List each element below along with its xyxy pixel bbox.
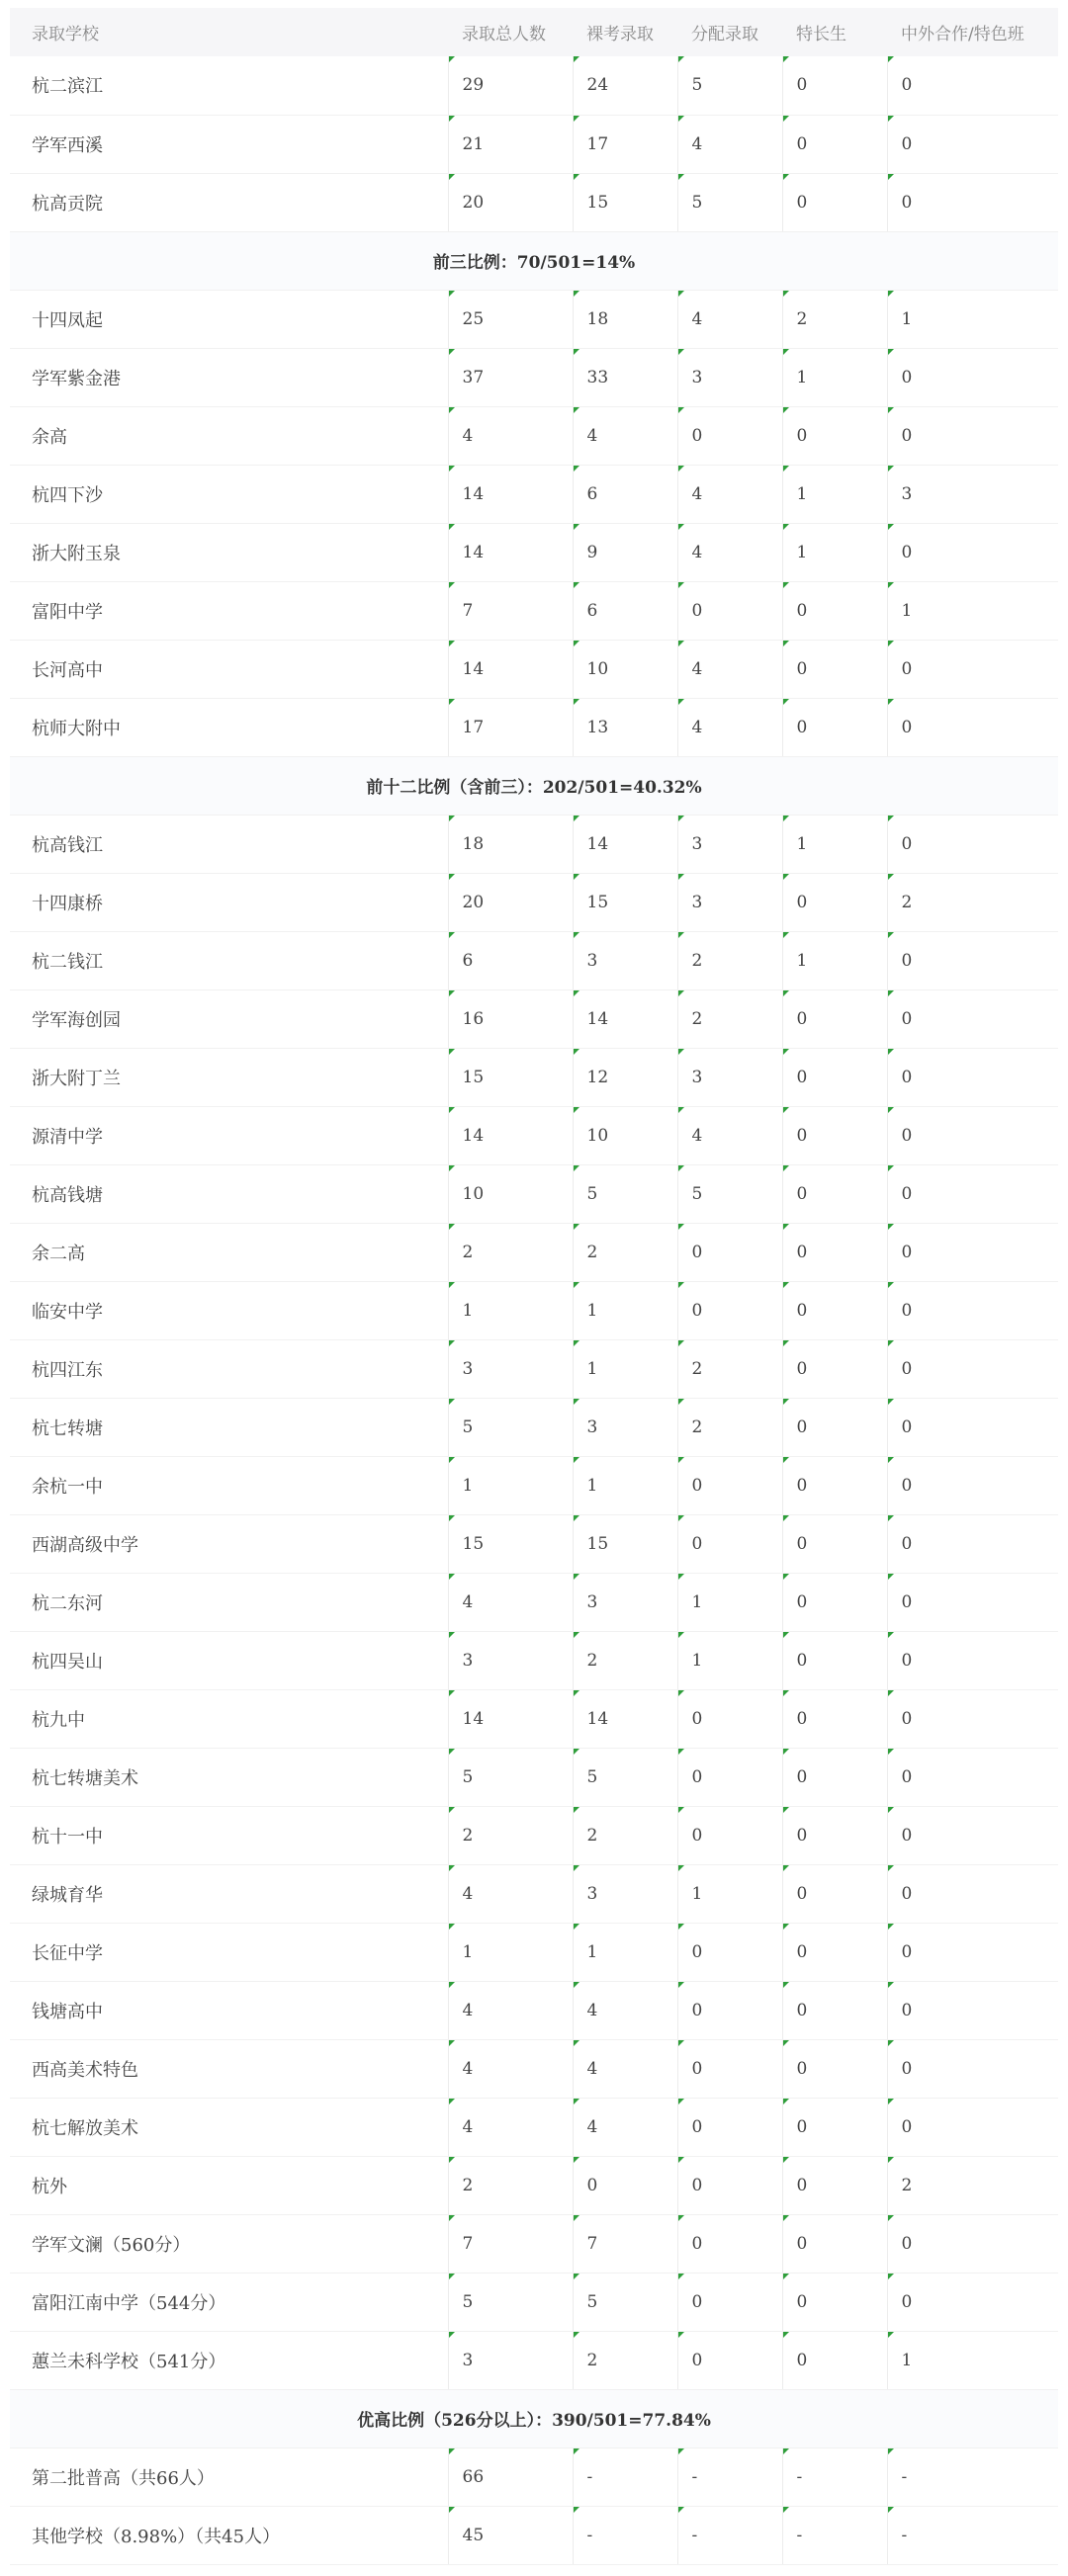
- cell-exam: 5: [573, 2273, 677, 2331]
- cell-allocated: 0: [677, 1281, 782, 1339]
- cell-total: 3: [448, 1631, 573, 1689]
- table-row: [10, 2156, 1058, 2214]
- table-body: [10, 56, 1058, 2564]
- cell-specialty: 0: [782, 1981, 887, 2039]
- cell-specialty: 0: [782, 1281, 887, 1339]
- cell-exam: 12: [573, 1048, 677, 1106]
- cell-allocated: 0: [677, 1689, 782, 1748]
- cell-total: 15: [448, 1048, 573, 1106]
- cell-specialty: 0: [782, 1048, 887, 1106]
- cell-total: 4: [448, 2039, 573, 2098]
- cell-exam: 14: [573, 815, 677, 873]
- cell-total: 4: [448, 1573, 573, 1631]
- cell-total: 1: [448, 1923, 573, 1981]
- cell-exam: 24: [573, 56, 677, 115]
- cell-allocated: 2: [677, 931, 782, 989]
- table-row: [10, 2447, 1058, 2506]
- cell-specialty: 0: [782, 1398, 887, 1456]
- cell-exam: 7: [573, 2214, 677, 2273]
- cell-specialty: 0: [782, 1164, 887, 1223]
- cell-total: 16: [448, 989, 573, 1048]
- cell-exam: 33: [573, 348, 677, 406]
- cell-specialty: 0: [782, 2039, 887, 2098]
- cell-cooperation: 0: [887, 1689, 1058, 1748]
- cell-allocated: 0: [677, 1981, 782, 2039]
- cell-specialty: 2: [782, 290, 887, 348]
- cell-total: 37: [448, 348, 573, 406]
- cell-exam: 15: [573, 873, 677, 931]
- cell-cooperation: 0: [887, 2098, 1058, 2156]
- cell-school: 学军海创园: [10, 989, 448, 1048]
- cell-allocated: 0: [677, 1923, 782, 1981]
- summary-row: [10, 231, 1058, 290]
- cell-specialty: 1: [782, 815, 887, 873]
- cell-exam: 3: [573, 1573, 677, 1631]
- cell-cooperation: 0: [887, 1164, 1058, 1223]
- cell-exam: 10: [573, 640, 677, 698]
- table-row: [10, 1456, 1058, 1514]
- cell-specialty: 0: [782, 2098, 887, 2156]
- cell-specialty: 0: [782, 1339, 887, 1398]
- table-row: [10, 1164, 1058, 1223]
- cell-cooperation: -: [887, 2447, 1058, 2506]
- cell-exam: 1: [573, 1456, 677, 1514]
- table-row: [10, 115, 1058, 173]
- cell-total: 18: [448, 815, 573, 873]
- cell-specialty: 0: [782, 406, 887, 465]
- cell-cooperation: 0: [887, 1923, 1058, 1981]
- cell-cooperation: 0: [887, 2039, 1058, 2098]
- summary-row: [10, 756, 1058, 815]
- cell-cooperation: 0: [887, 1223, 1058, 1281]
- table-row: [10, 290, 1058, 348]
- cell-specialty: 0: [782, 115, 887, 173]
- table-row: [10, 173, 1058, 231]
- cell-school: 杭十一中: [10, 1806, 448, 1864]
- cell-specialty: 0: [782, 873, 887, 931]
- cell-total: 5: [448, 2273, 573, 2331]
- cell-cooperation: 2: [887, 2156, 1058, 2214]
- cell-exam: 5: [573, 1164, 677, 1223]
- cell-exam: 2: [573, 2331, 677, 2389]
- cell-exam: 6: [573, 581, 677, 640]
- cell-total: 1: [448, 1281, 573, 1339]
- header-allocated: 分配录取: [691, 25, 758, 44]
- cell-allocated: 4: [677, 1106, 782, 1164]
- table-row: [10, 406, 1058, 465]
- cell-cooperation: 1: [887, 581, 1058, 640]
- cell-allocated: 2: [677, 989, 782, 1048]
- cell-allocated: -: [677, 2506, 782, 2564]
- cell-specialty: 0: [782, 1573, 887, 1631]
- table-row: [10, 1806, 1058, 1864]
- cell-school: 浙大附玉泉: [10, 523, 448, 581]
- cell-cooperation: 0: [887, 56, 1058, 115]
- cell-specialty: 0: [782, 1223, 887, 1281]
- cell-exam: 9: [573, 523, 677, 581]
- table-row: [10, 1048, 1058, 1106]
- cell-cooperation: 0: [887, 1106, 1058, 1164]
- cell-exam: 14: [573, 989, 677, 1048]
- cell-cooperation: 0: [887, 640, 1058, 698]
- cell-school: 长河高中: [10, 640, 448, 698]
- cell-total: 17: [448, 698, 573, 756]
- cell-allocated: 3: [677, 1048, 782, 1106]
- cell-total: 14: [448, 1106, 573, 1164]
- cell-total: 29: [448, 56, 573, 115]
- header-total: 录取总人数: [462, 25, 546, 44]
- cell-school: 浙大附丁兰: [10, 1048, 448, 1106]
- cell-cooperation: 0: [887, 815, 1058, 873]
- table-row: [10, 989, 1058, 1048]
- cell-specialty: 0: [782, 581, 887, 640]
- table-row: [10, 1281, 1058, 1339]
- table-row: [10, 2506, 1058, 2564]
- cell-school: 绿城育华: [10, 1864, 448, 1923]
- table-row: [10, 1748, 1058, 1806]
- cell-total: 2: [448, 1223, 573, 1281]
- cell-school: 余二高: [10, 1223, 448, 1281]
- cell-school: 长征中学: [10, 1923, 448, 1981]
- cell-school: 杭二滨江: [10, 56, 448, 115]
- cell-exam: 1: [573, 1923, 677, 1981]
- cell-specialty: 0: [782, 1514, 887, 1573]
- summary-text: 前十二比例（含前三）：202/501=40.32%: [10, 756, 1058, 815]
- table-row: [10, 1923, 1058, 1981]
- cell-allocated: 0: [677, 1514, 782, 1573]
- cell-allocated: 0: [677, 406, 782, 465]
- cell-school: 杭七转塘: [10, 1398, 448, 1456]
- cell-specialty: -: [782, 2447, 887, 2506]
- cell-exam: 3: [573, 1864, 677, 1923]
- cell-cooperation: 0: [887, 1048, 1058, 1106]
- table-row: [10, 2273, 1058, 2331]
- cell-exam: 2: [573, 1223, 677, 1281]
- table-row: [10, 1573, 1058, 1631]
- cell-specialty: 0: [782, 56, 887, 115]
- cell-specialty: 0: [782, 1864, 887, 1923]
- cell-specialty: 0: [782, 173, 887, 231]
- cell-specialty: 0: [782, 698, 887, 756]
- cell-cooperation: 3: [887, 465, 1058, 523]
- cell-allocated: 1: [677, 1573, 782, 1631]
- cell-total: 2: [448, 1806, 573, 1864]
- cell-specialty: 0: [782, 1106, 887, 1164]
- cell-school: 杭四吴山: [10, 1631, 448, 1689]
- table-row: [10, 1864, 1058, 1923]
- cell-school: 杭高钱塘: [10, 1164, 448, 1223]
- cell-school: 杭高贡院: [10, 173, 448, 231]
- cell-school: 杭七转塘美术: [10, 1748, 448, 1806]
- cell-cooperation: 0: [887, 115, 1058, 173]
- cell-specialty: 1: [782, 465, 887, 523]
- cell-exam: 3: [573, 931, 677, 989]
- cell-exam: -: [573, 2447, 677, 2506]
- cell-cooperation: 0: [887, 1864, 1058, 1923]
- cell-school: 余高: [10, 406, 448, 465]
- cell-school: 杭二东河: [10, 1573, 448, 1631]
- admission-table-container: [10, 8, 1058, 2565]
- cell-exam: 18: [573, 290, 677, 348]
- cell-cooperation: 0: [887, 523, 1058, 581]
- header-exam: 裸考录取: [586, 25, 654, 44]
- cell-allocated: 0: [677, 1223, 782, 1281]
- cell-school: 杭九中: [10, 1689, 448, 1748]
- cell-specialty: 1: [782, 523, 887, 581]
- table-row: [10, 815, 1058, 873]
- cell-exam: 4: [573, 2039, 677, 2098]
- table-row: [10, 56, 1058, 115]
- cell-cooperation: 0: [887, 1981, 1058, 2039]
- cell-cooperation: 1: [887, 2331, 1058, 2389]
- table-row: [10, 931, 1058, 989]
- cell-total: 14: [448, 523, 573, 581]
- cell-total: 7: [448, 2214, 573, 2273]
- cell-total: 14: [448, 465, 573, 523]
- cell-allocated: 2: [677, 1398, 782, 1456]
- table-row: [10, 523, 1058, 581]
- cell-total: 2: [448, 2156, 573, 2214]
- table-row: [10, 2039, 1058, 2098]
- cell-allocated: 5: [677, 173, 782, 231]
- cell-exam: 4: [573, 2098, 677, 2156]
- cell-exam: 15: [573, 173, 677, 231]
- cell-total: 6: [448, 931, 573, 989]
- cell-specialty: 0: [782, 989, 887, 1048]
- cell-school: 杭高钱江: [10, 815, 448, 873]
- cell-total: 14: [448, 1689, 573, 1748]
- cell-specialty: 0: [782, 640, 887, 698]
- table-row: [10, 1223, 1058, 1281]
- cell-allocated: 0: [677, 2156, 782, 2214]
- cell-cooperation: 0: [887, 1631, 1058, 1689]
- cell-exam: 6: [573, 465, 677, 523]
- cell-exam: 4: [573, 1981, 677, 2039]
- cell-allocated: 3: [677, 348, 782, 406]
- cell-cooperation: 0: [887, 1456, 1058, 1514]
- cell-allocated: -: [677, 2447, 782, 2506]
- admission-table: [10, 8, 1058, 2565]
- cell-exam: 1: [573, 1339, 677, 1398]
- cell-specialty: 0: [782, 2214, 887, 2273]
- cell-school: 十四康桥: [10, 873, 448, 931]
- cell-school: 第二批普高（共66人）: [10, 2447, 448, 2506]
- cell-specialty: 0: [782, 2273, 887, 2331]
- header-specialty: 特长生: [796, 25, 846, 44]
- cell-total: 5: [448, 1398, 573, 1456]
- cell-total: 1: [448, 1456, 573, 1514]
- cell-allocated: 0: [677, 2273, 782, 2331]
- cell-cooperation: 1: [887, 290, 1058, 348]
- cell-school: 源清中学: [10, 1106, 448, 1164]
- cell-total: 4: [448, 2098, 573, 2156]
- cell-allocated: 0: [677, 2214, 782, 2273]
- cell-school: 杭七解放美术: [10, 2098, 448, 2156]
- cell-allocated: 0: [677, 1456, 782, 1514]
- table-row: [10, 1398, 1058, 1456]
- cell-allocated: 0: [677, 1748, 782, 1806]
- cell-cooperation: 0: [887, 989, 1058, 1048]
- table-row: [10, 2331, 1058, 2389]
- table-row: [10, 640, 1058, 698]
- cell-exam: 15: [573, 1514, 677, 1573]
- cell-total: 14: [448, 640, 573, 698]
- cell-exam: 3: [573, 1398, 677, 1456]
- cell-cooperation: 0: [887, 1514, 1058, 1573]
- cell-school: 西高美术特色: [10, 2039, 448, 2098]
- table-row: [10, 1689, 1058, 1748]
- cell-school: 西湖高级中学: [10, 1514, 448, 1573]
- cell-school: 学军文澜（560分）: [10, 2214, 448, 2273]
- cell-cooperation: 0: [887, 1573, 1058, 1631]
- cell-total: 4: [448, 1981, 573, 2039]
- cell-exam: 14: [573, 1689, 677, 1748]
- cell-cooperation: 0: [887, 1281, 1058, 1339]
- cell-school: 临安中学: [10, 1281, 448, 1339]
- cell-allocated: 0: [677, 581, 782, 640]
- cell-cooperation: 0: [887, 348, 1058, 406]
- summary-text: 优高比例（526分以上）：390/501=77.84%: [10, 2389, 1058, 2447]
- cell-total: 3: [448, 1339, 573, 1398]
- cell-cooperation: 0: [887, 173, 1058, 231]
- cell-allocated: 4: [677, 465, 782, 523]
- cell-total: 21: [448, 115, 573, 173]
- cell-specialty: 0: [782, 1689, 887, 1748]
- cell-cooperation: -: [887, 2506, 1058, 2564]
- cell-school: 富阳中学: [10, 581, 448, 640]
- cell-cooperation: 0: [887, 2214, 1058, 2273]
- cell-total: 10: [448, 1164, 573, 1223]
- table-row: [10, 581, 1058, 640]
- table-row: [10, 1106, 1058, 1164]
- cell-total: 7: [448, 581, 573, 640]
- cell-allocated: 2: [677, 1339, 782, 1398]
- cell-allocated: 1: [677, 1864, 782, 1923]
- cell-allocated: 0: [677, 1806, 782, 1864]
- cell-specialty: 0: [782, 2156, 887, 2214]
- table-row: [10, 698, 1058, 756]
- cell-allocated: 0: [677, 2039, 782, 2098]
- cell-specialty: 0: [782, 1806, 887, 1864]
- cell-total: 15: [448, 1514, 573, 1573]
- cell-allocated: 4: [677, 290, 782, 348]
- cell-specialty: 0: [782, 1631, 887, 1689]
- cell-cooperation: 0: [887, 698, 1058, 756]
- cell-school: 十四凤起: [10, 290, 448, 348]
- cell-specialty: 0: [782, 1923, 887, 1981]
- cell-cooperation: 0: [887, 1806, 1058, 1864]
- table-row: [10, 873, 1058, 931]
- cell-total: 4: [448, 406, 573, 465]
- table-row: [10, 2214, 1058, 2273]
- cell-cooperation: 0: [887, 2273, 1058, 2331]
- cell-allocated: 0: [677, 2098, 782, 2156]
- cell-cooperation: 2: [887, 873, 1058, 931]
- cell-specialty: 1: [782, 348, 887, 406]
- cell-cooperation: 0: [887, 406, 1058, 465]
- cell-specialty: 0: [782, 2331, 887, 2389]
- cell-allocated: 5: [677, 1164, 782, 1223]
- table-row: [10, 1514, 1058, 1573]
- cell-allocated: 1: [677, 1631, 782, 1689]
- table-header-row: [10, 8, 1058, 56]
- cell-school: 学军西溪: [10, 115, 448, 173]
- cell-total: 5: [448, 1748, 573, 1806]
- cell-school: 杭四江东: [10, 1339, 448, 1398]
- cell-school: 钱塘高中: [10, 1981, 448, 2039]
- cell-school: 杭师大附中: [10, 698, 448, 756]
- table-row: [10, 2098, 1058, 2156]
- cell-cooperation: 0: [887, 931, 1058, 989]
- cell-exam: -: [573, 2506, 677, 2564]
- cell-exam: 13: [573, 698, 677, 756]
- cell-allocated: 4: [677, 698, 782, 756]
- cell-school: 其他学校（8.98%）（共45人）: [10, 2506, 448, 2564]
- cell-exam: 2: [573, 1806, 677, 1864]
- cell-total: 25: [448, 290, 573, 348]
- cell-total: 20: [448, 173, 573, 231]
- table-row: [10, 348, 1058, 406]
- cell-allocated: 3: [677, 873, 782, 931]
- cell-school: 蕙兰未科学校（541分）: [10, 2331, 448, 2389]
- table-row: [10, 1339, 1058, 1398]
- cell-exam: 1: [573, 1281, 677, 1339]
- cell-total: 20: [448, 873, 573, 931]
- cell-exam: 0: [573, 2156, 677, 2214]
- summary-text: 前三比例：70/501=14%: [10, 231, 1058, 290]
- cell-school: 学军紫金港: [10, 348, 448, 406]
- cell-exam: 2: [573, 1631, 677, 1689]
- table-row: [10, 1981, 1058, 2039]
- cell-exam: 10: [573, 1106, 677, 1164]
- cell-total: 3: [448, 2331, 573, 2389]
- table-row: [10, 1631, 1058, 1689]
- cell-specialty: -: [782, 2506, 887, 2564]
- cell-school: 杭二钱江: [10, 931, 448, 989]
- header-cooperation: 中外合作/特色班: [901, 25, 1024, 44]
- cell-school: 杭外: [10, 2156, 448, 2214]
- cell-cooperation: 0: [887, 1398, 1058, 1456]
- cell-total: 4: [448, 1864, 573, 1923]
- cell-allocated: 3: [677, 815, 782, 873]
- cell-allocated: 0: [677, 2331, 782, 2389]
- cell-total: 45: [448, 2506, 573, 2564]
- cell-school: 富阳江南中学（544分）: [10, 2273, 448, 2331]
- cell-cooperation: 0: [887, 1748, 1058, 1806]
- cell-total: 66: [448, 2447, 573, 2506]
- cell-exam: 17: [573, 115, 677, 173]
- cell-allocated: 5: [677, 56, 782, 115]
- cell-specialty: 1: [782, 931, 887, 989]
- cell-specialty: 0: [782, 1748, 887, 1806]
- table-row: [10, 465, 1058, 523]
- cell-specialty: 0: [782, 1456, 887, 1514]
- cell-cooperation: 0: [887, 1339, 1058, 1398]
- cell-allocated: 4: [677, 115, 782, 173]
- header-school: 录取学校: [32, 25, 99, 44]
- cell-allocated: 4: [677, 523, 782, 581]
- cell-allocated: 4: [677, 640, 782, 698]
- cell-school: 余杭一中: [10, 1456, 448, 1514]
- cell-exam: 4: [573, 406, 677, 465]
- cell-exam: 5: [573, 1748, 677, 1806]
- cell-school: 杭四下沙: [10, 465, 448, 523]
- summary-row: [10, 2389, 1058, 2447]
